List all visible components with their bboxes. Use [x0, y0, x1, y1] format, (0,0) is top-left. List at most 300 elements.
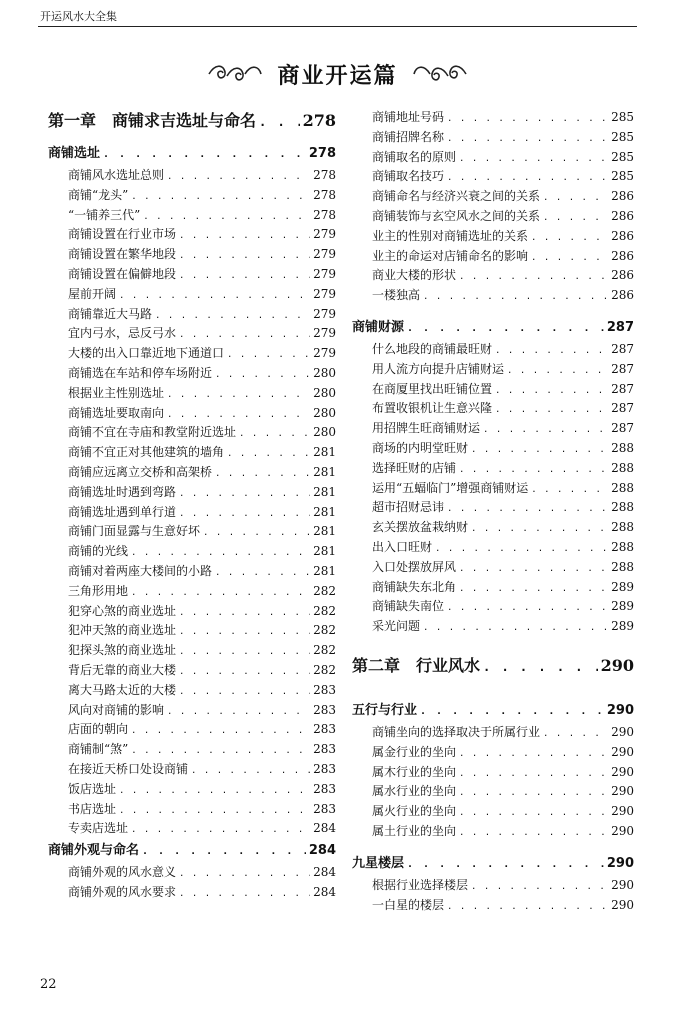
toc-entry-page: 283 [313, 722, 336, 737]
toc-entry-page: 288 [611, 520, 634, 535]
toc-item [48, 800, 336, 820]
dot-leader [531, 233, 608, 243]
dot-leader [167, 707, 310, 717]
toc-entry-title: 属土行业的坐向 [372, 823, 457, 838]
toc-entry-page: 287 [606, 319, 634, 335]
toc-entry-page: 284 [313, 865, 336, 880]
toc-item [352, 108, 634, 128]
toc-section [48, 839, 336, 863]
dot-leader [179, 647, 310, 657]
toc-item [48, 582, 336, 602]
toc-entry-title: 九星楼层 [352, 855, 405, 871]
dot-leader [119, 786, 310, 796]
toc-entry-page: 290 [611, 897, 634, 912]
dot-leader [131, 588, 310, 598]
dot-leader [179, 889, 310, 899]
toc-entry-page: 285 [611, 129, 634, 144]
toc-entry-page: 279 [313, 286, 336, 301]
toc-entry-title: 宜内弓水，忌反弓水 [68, 326, 177, 341]
dot-leader [423, 292, 608, 302]
toc-item [352, 360, 634, 380]
dot-leader [447, 902, 608, 912]
toc-entry-page: 284 [308, 843, 336, 859]
dot-leader [459, 769, 608, 779]
toc-entry-title: 五行与行业 [352, 702, 418, 718]
toc-entry-title: 商铺不宜正对其他建筑的墙角 [68, 445, 225, 460]
toc-entry-title: 商铺外观的风水意义 [68, 865, 177, 880]
toc-entry-page: 281 [313, 524, 336, 539]
dot-leader [447, 114, 608, 124]
toc-entry-page: 278 [302, 111, 336, 130]
toc-item [352, 743, 634, 763]
toc-item [48, 265, 336, 285]
dot-leader [179, 687, 310, 697]
dot-leader [423, 623, 608, 633]
toc-entry-page: 282 [313, 623, 336, 638]
toc-item [48, 883, 336, 903]
toc-entry-title: 商铺设置在偏僻地段 [68, 266, 177, 281]
toc-entry-title: 商铺缺失东北角 [372, 579, 457, 594]
toc-item [48, 760, 336, 780]
toc-entry-page: 281 [313, 464, 336, 479]
toc-entry-page: 286 [611, 228, 634, 243]
toc-entry-title: 犯冲天煞的商业选址 [68, 623, 177, 638]
toc-item [352, 896, 634, 916]
toc-entry-title: 用招牌生旺商铺财运 [372, 421, 481, 436]
banner-title: 商业开运篇 [277, 63, 398, 89]
toc-entry-page: 283 [313, 761, 336, 776]
toc-item [352, 782, 634, 802]
toc-entry-title: 商业大楼的形状 [372, 268, 457, 283]
toc-entry-page: 283 [313, 702, 336, 717]
dot-leader [459, 272, 608, 282]
dot-leader [447, 173, 608, 183]
toc-entry-page: 280 [313, 365, 336, 380]
toc-entry-page: 290 [611, 823, 634, 838]
dot-leader [215, 370, 310, 380]
toc-entry-title: 用人流方向提升店铺财运 [372, 361, 505, 376]
toc-entry-title: 业主的命运对店铺命名的影响 [372, 248, 529, 263]
dot-leader [239, 429, 310, 439]
toc-item [48, 522, 336, 542]
toc-entry-page: 281 [313, 484, 336, 499]
toc-entry-page: 289 [611, 579, 634, 594]
toc-item [48, 701, 336, 721]
dot-leader [543, 193, 608, 203]
dot-leader [483, 660, 598, 674]
toc-entry-page: 288 [611, 440, 634, 455]
dot-leader [543, 729, 608, 739]
toc-entry-title: 商铺不宜在寺庙和教堂附近选址 [68, 425, 237, 440]
toc-entry-title: 商铺制“煞” [68, 742, 129, 757]
toc-entry-page: 289 [611, 599, 634, 614]
toc-item [352, 399, 634, 419]
toc-entry-page: 290 [611, 784, 634, 799]
toc-entry-title: 商铺地址号码 [372, 110, 445, 124]
toc-entry-title: 在接近天桥口处设商铺 [68, 761, 189, 776]
toc-entry-title: 商铺对着两座大楼间的小路 [68, 563, 213, 578]
toc-item [352, 538, 634, 558]
toc-entry-title: 一白星的楼层 [372, 897, 445, 912]
toc-entry-page: 284 [313, 821, 336, 836]
toc-entry-title: 犯探头煞的商业选址 [68, 643, 177, 658]
toc-item [352, 518, 634, 538]
toc-entry-title: 属木行业的坐向 [372, 764, 457, 779]
dot-leader [167, 410, 310, 420]
dot-leader [227, 350, 310, 360]
toc-item [48, 483, 336, 503]
toc-entry-page: 286 [611, 268, 634, 283]
toc-item [352, 167, 634, 187]
toc-entry-title: 玄关摆放盆栽纳财 [372, 520, 469, 535]
toc-entry-title: 店面的朝向 [68, 722, 129, 737]
toc-entry-title: 商铺招牌名称 [372, 129, 445, 144]
toc-entry-page: 280 [313, 385, 336, 400]
toc-entry-title: 商铺缺失南位 [372, 599, 445, 614]
toc-entry-page: 282 [313, 662, 336, 677]
toc-entry-page: 281 [313, 544, 336, 559]
toc-item [352, 148, 634, 168]
toc-item [48, 602, 336, 622]
toc-entry-title: 商铺选址要取南向 [68, 405, 165, 420]
dot-leader [131, 746, 310, 756]
dot-leader [143, 212, 310, 222]
dot-leader [179, 251, 310, 261]
left-ornament-icon [207, 62, 263, 86]
toc-entry-title: 一楼独高 [372, 288, 421, 303]
toc-entry-title: 商铺“龙头” [68, 187, 129, 202]
dot-leader [495, 386, 608, 396]
toc-entry-title: 采光问题 [372, 619, 421, 634]
toc-item [48, 641, 336, 661]
toc-entry-title: 离大马路太近的大楼 [68, 682, 177, 697]
toc-entry-page: 285 [611, 169, 634, 184]
toc-item [352, 380, 634, 400]
toc-entry-title: 商铺坐向的选择取决于所属行业 [372, 724, 541, 739]
toc-item [352, 227, 634, 247]
toc-item [352, 498, 634, 518]
dot-leader [179, 667, 310, 677]
toc-entry-page: 290 [600, 655, 634, 675]
toc-chapter [48, 108, 336, 142]
dot-leader [191, 766, 310, 776]
toc-entry-page: 282 [313, 583, 336, 598]
toc-entry-title: 根据业主性别选址 [68, 385, 165, 400]
toc-entry-page: 281 [313, 563, 336, 578]
toc-item [48, 720, 336, 740]
toc-entry-title: 商铺选址 [48, 146, 101, 161]
toc-entry-page: 286 [611, 189, 634, 204]
toc-entry-title: 商铺选址遇到单行道 [68, 504, 177, 519]
toc-section [352, 699, 634, 723]
toc-entry-title: 什么地段的商铺最旺财 [372, 341, 493, 356]
toc-entry-title: 属金行业的坐向 [372, 744, 457, 759]
toc-entry-page: 281 [313, 445, 336, 460]
dot-leader [179, 231, 310, 241]
toc-item [48, 384, 336, 404]
toc-item [352, 128, 634, 148]
toc-entry-page: 282 [313, 603, 336, 618]
toc-item [48, 245, 336, 265]
right-ornament-icon [412, 62, 468, 86]
toc-entry-page: 287 [611, 421, 634, 436]
toc-entry-page: 279 [313, 306, 336, 321]
toc-entry-title: 商铺设置在繁华地段 [68, 247, 177, 262]
toc-item [352, 247, 634, 267]
dot-leader [459, 465, 608, 475]
toc-entry-title: 入口处摆放屏风 [372, 559, 457, 574]
toc-item [48, 740, 336, 760]
toc-item [48, 344, 336, 364]
toc-item [48, 780, 336, 800]
toc-entry-title: 三角形用地 [68, 583, 129, 598]
toc-entry-title: 商铺设置在行业市场 [68, 227, 177, 242]
dot-leader [420, 706, 604, 717]
dot-leader [119, 806, 310, 816]
toc-entry-page: 281 [313, 504, 336, 519]
dot-leader [459, 828, 608, 838]
toc-entry-title: 商铺靠近大马路 [68, 306, 153, 321]
toc-entry-title: 专卖店选址 [68, 821, 129, 836]
toc-section [48, 142, 336, 166]
toc-item [352, 266, 634, 286]
dot-leader [119, 291, 310, 301]
toc-entry-title: 大楼的出入口靠近地下通道口 [68, 346, 225, 361]
toc-item [352, 763, 634, 783]
toc-item [352, 187, 634, 207]
toc-item [352, 419, 634, 439]
toc-entry-title: “一铺养三代” [68, 207, 141, 222]
toc-entry-page: 288 [611, 559, 634, 574]
toc-item [352, 340, 634, 360]
toc-entry-page: 288 [611, 460, 634, 475]
toc-entry-page: 290 [611, 804, 634, 819]
toc-item [48, 542, 336, 562]
toc-entry-title: 布置收银机让生意兴隆 [372, 401, 493, 416]
toc-entry-page: 287 [611, 361, 634, 376]
toc-entry-title: 风向对商铺的影响 [68, 702, 165, 717]
toc-item [48, 681, 336, 701]
toc-item [48, 225, 336, 245]
toc-item [352, 459, 634, 479]
dot-leader [459, 564, 608, 574]
toc-entry-page: 286 [611, 248, 634, 263]
toc-entry-page: 286 [611, 208, 634, 223]
dot-leader [447, 504, 608, 514]
dot-leader [407, 859, 604, 870]
toc-item [48, 166, 336, 186]
dot-leader [459, 808, 608, 818]
dot-leader [142, 846, 306, 857]
dot-leader [131, 192, 310, 202]
dot-leader [447, 603, 608, 613]
toc-item [352, 822, 634, 842]
toc-item [352, 558, 634, 578]
dot-leader [459, 154, 608, 164]
toc-item [48, 305, 336, 325]
toc-entry-page: 287 [611, 341, 634, 356]
toc-item [352, 597, 634, 617]
toc-entry-page: 290 [606, 855, 634, 871]
toc-entry-title: 选择旺财的店铺 [372, 460, 457, 475]
dot-leader [179, 271, 310, 281]
header-rule [38, 26, 637, 27]
toc-entry-title: 犯穿心煞的商业选址 [68, 603, 177, 618]
toc-entry-title: 商铺取名技巧 [372, 169, 445, 184]
toc-entry-page: 283 [313, 742, 336, 757]
dot-leader [495, 405, 608, 415]
toc-item [48, 503, 336, 523]
toc-entry-page: 278 [313, 187, 336, 202]
toc-entry-page: 279 [313, 326, 336, 341]
toc-entry-title: 商铺选址时遇到弯路 [68, 484, 177, 499]
toc-entry-page: 288 [611, 480, 634, 495]
dot-leader [459, 749, 608, 759]
toc-entry-title: 饭店选址 [68, 781, 117, 796]
toc-entry-title: 背后无靠的商业大楼 [68, 662, 177, 677]
toc-item [352, 286, 634, 306]
dot-leader [179, 869, 310, 879]
dot-leader [215, 568, 310, 578]
toc-entry-title: 商铺应远离立交桥和高架桥 [68, 464, 213, 479]
toc-entry-title: 商场的内明堂旺财 [372, 440, 469, 455]
dot-leader [179, 330, 310, 340]
dot-leader [167, 172, 310, 182]
toc-entry-page: 290 [606, 702, 634, 718]
dot-leader [459, 788, 608, 798]
toc-entry-page: 283 [313, 781, 336, 796]
dot-leader [543, 213, 608, 223]
toc-entry-page: 285 [611, 110, 634, 124]
dot-leader [179, 489, 310, 499]
toc-item [48, 324, 336, 344]
dot-leader [459, 584, 608, 594]
toc-item [352, 207, 634, 227]
toc-chapter [352, 653, 634, 689]
toc-entry-title: 书店选址 [68, 801, 117, 816]
toc-entry-title: 第二章 行业风水 [352, 655, 481, 675]
dot-leader [167, 390, 310, 400]
toc-item [48, 819, 336, 839]
dot-leader [407, 323, 604, 334]
toc-entry-title: 商铺风水选址总则 [68, 168, 165, 182]
toc-item [48, 621, 336, 641]
toc-entry-page: 290 [611, 724, 634, 739]
toc-item [48, 186, 336, 206]
running-header: 开运风水大全集 [40, 10, 117, 23]
dot-leader [471, 445, 608, 455]
toc-item [48, 404, 336, 424]
toc-item [352, 439, 634, 459]
toc-entry-page: 279 [313, 266, 336, 281]
toc-item [352, 876, 634, 896]
dot-leader [447, 134, 608, 144]
page-number: 22 [40, 977, 57, 992]
toc-entry-page: 279 [313, 346, 336, 361]
dot-leader [227, 449, 310, 459]
toc-item [48, 206, 336, 226]
toc-entry-title: 出入口旺财 [372, 539, 433, 554]
toc-entry-page: 279 [313, 247, 336, 262]
toc-entry-page: 287 [611, 381, 634, 396]
dot-leader [471, 882, 608, 892]
toc-entry-title: 屋前开阔 [68, 286, 117, 301]
dot-leader [131, 548, 310, 558]
toc-entry-page: 280 [313, 425, 336, 440]
toc-entry-page: 288 [611, 500, 634, 515]
toc-entry-page: 279 [313, 227, 336, 242]
toc-item [48, 364, 336, 384]
toc-item [48, 423, 336, 443]
toc-item [352, 479, 634, 499]
toc-entry-page: 283 [313, 682, 336, 697]
toc-section [352, 852, 634, 876]
toc-entry-title: 属水行业的坐向 [372, 784, 457, 799]
dot-leader [131, 825, 310, 835]
toc-entry-title: 商铺财源 [352, 319, 405, 335]
toc-entry-title: 商铺取名的原则 [372, 149, 457, 164]
toc-item [352, 723, 634, 743]
toc-entry-page: 282 [313, 643, 336, 658]
dot-leader [155, 311, 310, 321]
toc-item [48, 443, 336, 463]
dot-leader [179, 627, 310, 637]
dot-leader [179, 509, 310, 519]
toc-entry-title: 运用“五蝠临门”增强商铺财运 [372, 480, 529, 495]
toc-item [352, 617, 634, 637]
dot-leader [103, 149, 306, 160]
dot-leader [435, 544, 608, 554]
dot-leader [203, 528, 310, 538]
dot-leader [531, 253, 608, 263]
toc-entry-title: 在商厦里找出旺铺位置 [372, 381, 493, 396]
toc-entry-page: 284 [313, 884, 336, 899]
toc-right-column [352, 108, 634, 915]
toc-section [352, 316, 634, 340]
section-banner [0, 56, 675, 92]
toc-item [48, 863, 336, 883]
toc-entry-page: 287 [611, 401, 634, 416]
toc-entry-title: 第一章 商铺求吉选址与命名 [48, 111, 257, 130]
dot-leader [131, 726, 310, 736]
toc-item [48, 463, 336, 483]
toc-entry-title: 商铺选在车站和停车场附近 [68, 365, 213, 380]
toc-entry-page: 280 [313, 405, 336, 420]
toc-entry-title: 超市招财忌讳 [372, 500, 445, 515]
toc-entry-page: 290 [611, 744, 634, 759]
toc-entry-page: 290 [611, 764, 634, 779]
toc-item [352, 578, 634, 598]
toc-item [48, 661, 336, 681]
toc-entry-title: 属火行业的坐向 [372, 804, 457, 819]
toc-entry-title: 商铺门面显露与生意好坏 [68, 524, 201, 539]
toc-item [48, 285, 336, 305]
toc-entry-page: 286 [611, 288, 634, 303]
toc-entry-title: 商铺外观与命名 [48, 843, 140, 859]
toc-left-column [48, 108, 336, 903]
toc-entry-title: 商铺命名与经济兴衰之间的关系 [372, 189, 541, 204]
dot-leader [483, 425, 608, 435]
dot-leader [179, 608, 310, 618]
toc-entry-page: 278 [313, 168, 336, 182]
dot-leader [507, 366, 608, 376]
toc-item [352, 802, 634, 822]
toc-entry-page: 283 [313, 801, 336, 816]
toc-entry-page: 278 [308, 146, 336, 161]
toc-entry-page: 288 [611, 539, 634, 554]
dot-leader [259, 115, 300, 129]
toc-entry-page: 289 [611, 619, 634, 634]
